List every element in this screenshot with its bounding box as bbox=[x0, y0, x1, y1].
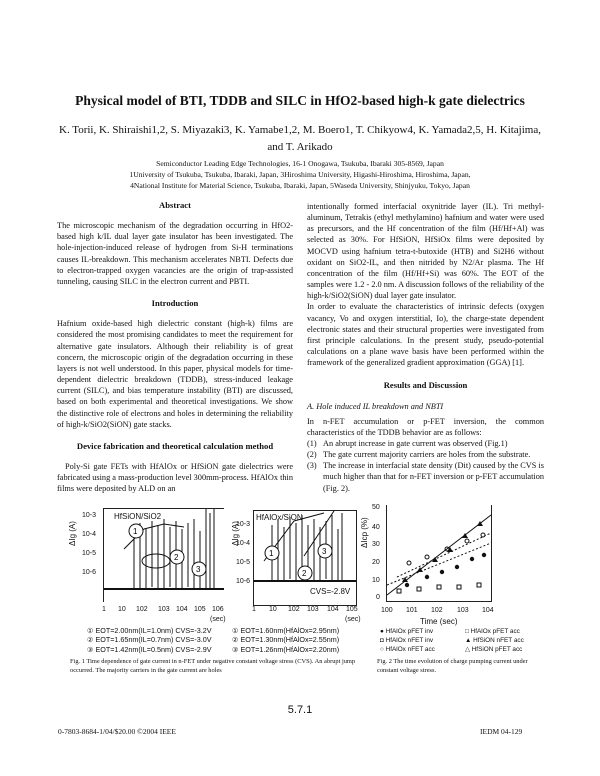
fig1a-ytick: 10-4 bbox=[82, 531, 97, 538]
fig1a-plot bbox=[103, 508, 224, 602]
abstract-heading: Abstract bbox=[159, 200, 191, 210]
svg-text:2: 2 bbox=[174, 553, 179, 562]
affiliation-1: 1University of Tsukuba, Tsukuba, Ibaraki, Japan, 3Hiroshima University, Higashi-Hiroshima, Hiroshima, Japan, bbox=[129, 170, 471, 179]
left-column bbox=[57, 200, 293, 494]
legend-entry: ① EOT=2.00nm(IL=1.0nm) CVS=-3.2V bbox=[87, 626, 212, 635]
fig1b-ytick: 10-6 bbox=[236, 578, 251, 585]
paper-title: Physical model of BTI, TDDB and SILC in HfO2-based high-k gate dielectrics bbox=[75, 93, 525, 108]
fig1b-ytick: 10-3 bbox=[236, 521, 251, 528]
legend-entry: ③ EOT=1.42nm(IL=0.5nm) CVS=-2.9V bbox=[87, 644, 212, 654]
fig1b-ytick: 10-5 bbox=[236, 559, 251, 566]
legend-entry: ○ HfAlOx nFET acc bbox=[380, 646, 435, 653]
fig1a-ylabel: ΔIg (A) bbox=[68, 521, 77, 546]
section-a-heading: A. Hole induced IL breakdown and NBTI bbox=[307, 401, 444, 411]
svg-text:3: 3 bbox=[322, 547, 327, 556]
list-item: (1) An abrupt increase in gate current was observed (Fig.1) bbox=[307, 438, 508, 448]
fig1b-plot bbox=[253, 510, 357, 606]
fig2-legend bbox=[380, 627, 550, 654]
fig1b-title: HfAlOx/SiON bbox=[256, 513, 303, 522]
legend-entry: ● HfAlOx pFET inv bbox=[380, 628, 434, 635]
fig2-ylabel: ΔIcp (%) bbox=[360, 517, 369, 548]
fig1b-ylabel: ΔIg (A) bbox=[231, 521, 240, 546]
calculation-text: In order to evaluate the characteristics of intrinsic defects (oxygen vacancy, Vo and oxygen interstitial, Io), the charge-state dependent electronic states and their structural properties were investigated from first principle calculations. In the present study, pseudo-potential calculations on a plane wave basis have been performed within the framework of the generalized gradient approximation (GGA) [1]. bbox=[307, 302, 544, 368]
legend-entry: □ HfAlOx pFET acc bbox=[465, 628, 520, 635]
list-item: (2) The gate current majority carriers are holes from the substrate. bbox=[307, 450, 531, 460]
fig1b-legend bbox=[232, 626, 339, 654]
abstract-text: The microscopic mechanism of the degradation occurring in HfO2-based high k/IL dual layer gate insulator has been investigated. The hole-injection-induced release of hydrogen from Si-H terminations causes IL-breakdown. This mechanism accelerates NBTI. Defects due to electron-trapped oxygen vacancies are the origin of trap-assisted tunneling, causing SILC in the electron current and PBTI. bbox=[57, 221, 293, 286]
page-number: IEDM 04-129 bbox=[480, 727, 523, 736]
fig2-xlabel: Time (sec) bbox=[420, 617, 458, 626]
legend-entry: ③ EOT=1.26nm(HfAlOx=2.20nm) bbox=[232, 644, 340, 654]
fig2-caption: Fig. 2 The time evolution of charge pumping current under constant voltage stress. bbox=[377, 658, 528, 674]
fig1-caption: Fig. 1 Time dependence of gate current in n-FET under negative constant voltage stress (CVS). An abrupt jump occurred. The majority carriers in the gate current are holes bbox=[70, 658, 356, 674]
list-item: (3) The increase in interfacial state density (Dit) caused by the CVS is much higher than that for n-FET inversion or p-FET accumulation (Fig. 2). bbox=[307, 461, 544, 493]
fig1a-curves bbox=[104, 509, 224, 602]
fabrication-text: intentionally formed interfacial oxynitride layer (IL). Tri methyl-aluminum, Tetrakis (ethyl methylamino) hafnium and water were used as precursors, and the Hf concentration of the film (Hf/Hf+Al) was selected as 30%. For HfSiON, HfSiOx films were deposited by MOCVD using hafnium tetra-t-butoxide (HTB) and Si2H6 without oxidant on SiO2-IL, and then nitrided by N2/Ar plasma. The Hf concentration of the film (Hf/Hf+Si) was 60%. The EOT of the samples were 1.2 - 2.0 nm. A discussion follows of the reliability of the high-k/SiO2(SiON) dual layer gate insulator. bbox=[307, 202, 544, 301]
fig2-series bbox=[387, 505, 491, 601]
fig2-plot bbox=[386, 505, 492, 602]
legend-entry: ▲ HfSiON nFET acc bbox=[465, 637, 524, 644]
legend-entry: ② EOT=1.30nm(HfAlOx=2.55nm) bbox=[232, 635, 340, 645]
introduction-text: Hafnium oxide-based high dielectric constant (high-k) films are considered the most promising candidates to meet the requirement for alternative gate insulators. Although their reliability is of great concern, the microscopic origin of the degradation occurring in these layers is not well understood. In this paper, physical models for time-dependent dielectric breakdown (TDDB), stress-induced leakage current (SILC), and bias temperature instability (BTI) are discussed, based on both experimental and theoretical investigations. We show the distinctive role of electrons and holes in determining the reliability of high-k/SiO2(SiON) gate stacks. bbox=[57, 319, 293, 429]
svg-text:3: 3 bbox=[196, 565, 201, 574]
fig1a-legend bbox=[87, 626, 212, 654]
affiliations bbox=[40, 158, 560, 191]
author-list bbox=[40, 122, 560, 156]
section-number: 5.7.1 bbox=[287, 704, 313, 716]
copyright-line: 0-7803-8684-1/04/$20.00 ©2004 IEEE bbox=[58, 727, 176, 736]
device-text: Poly-Si gate FETs with HfAlOx or HfSiON gate dielectrics were fabricated using a mass-production level 300mm-process. HfAlOx thin films were deposited by ALD on an bbox=[57, 461, 293, 494]
results-heading: Results and Discussion bbox=[383, 380, 468, 391]
right-column bbox=[307, 201, 544, 494]
fig1a-ytick: 10-6 bbox=[82, 569, 97, 576]
svg-text:2: 2 bbox=[302, 569, 307, 578]
svg-text:1: 1 bbox=[133, 527, 138, 536]
affiliation-2: 4National Institute for Material Science, Tsukuba, Ibaraki, Japan, 5Waseda University, Shinjyuku, Tokyo, Japan bbox=[130, 181, 470, 190]
device-heading: Device fabrication and theoretical calculation method bbox=[76, 440, 274, 451]
fig1b-xunit: (sec) bbox=[345, 616, 361, 623]
tddb-intro-text: In n-FET accumulation or p-FET inversion, the common characteristics of the TDDB behavior are as follows: bbox=[307, 416, 544, 437]
fig1b-cvs-annotation: CVS=-2.8V bbox=[310, 587, 351, 596]
legend-entry: ② EOT=1.65nm(IL=0.7nm) CVS=-3.0V bbox=[87, 635, 212, 645]
authors-line-2: and T. Arikado bbox=[267, 141, 333, 153]
affiliation-0: Semiconductor Leading Edge Technologies, 16-1 Onogawa, Tsukuba, Ibaraki 305-8569, Japan bbox=[156, 159, 444, 168]
legend-entry: ① EOT=1.60nm(HfAlOx=2.95nm) bbox=[232, 626, 340, 635]
fig1a-ytick: 10-3 bbox=[82, 512, 97, 519]
fig1a-ytick: 10-5 bbox=[82, 550, 97, 557]
authors-line-1: K. Torii, K. Shiraishi1,2, S. Miyazaki3, K. Yamabe1,2, M. Boero1, T. Chikyow4, K. Yamada2,5, H. Kitajima, bbox=[59, 124, 541, 136]
svg-text:1: 1 bbox=[269, 549, 274, 558]
legend-entry: △ HfSiON pFET acc bbox=[465, 646, 523, 653]
introduction-heading: Introduction bbox=[151, 298, 199, 309]
fig1a-title: HfSiON/SiO2 bbox=[114, 512, 162, 521]
fig1a-xunit: (sec) bbox=[210, 616, 226, 623]
legend-entry: ◘ HfAlOx nFET inv bbox=[380, 637, 434, 644]
fig1b-ytick: 10-4 bbox=[236, 540, 251, 547]
